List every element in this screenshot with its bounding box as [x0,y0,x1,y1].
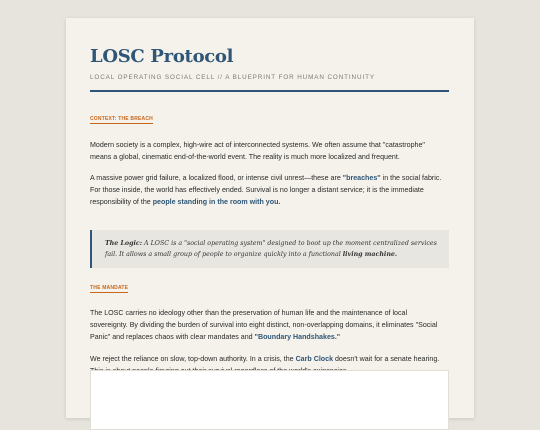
section-label-breach: CONTEXT: THE BREACH [90,116,153,122]
breach-paragraph-1: Modern society is a complex, high-wire act of interconnected systems. We often assume that "catastrophe" means a global, cinematic end-of-the-world event. The reality is much more localized and frequent. [90,141,425,162]
breach-p2-text-a: A massive power grid failure, a localized flood, or intense civil unrest—these are [90,174,343,182]
mandate-p2-text-b: doesn't wait for a senate hearing. [334,355,440,363]
mandate-p2-text-a: We reject the reliance on slow, top-down authority. In a crisis, the [90,355,296,363]
document-page [66,18,474,418]
mandate-paragraph-1 [90,307,446,344]
page-subtitle: LOCAL OPERATING SOCIAL CELL // A BLUEPRINT FOR HUMAN CONTINUITY [90,74,375,81]
page-title: LOSC Protocol [90,46,234,67]
breaches-highlight: "breaches" [342,174,381,182]
callout-text [105,238,445,260]
boundary-handshakes-highlight: "Boundary Handshakes." [254,333,341,342]
callout-body: A LOSC is a "social operating system" designed to boot up the moment centralized services fail. It allows a small group of people to organize quickly into a functional [105,240,437,259]
people-highlight: people standing in the room with you. [152,198,281,207]
callout-lead: The Logic: [105,240,143,247]
breach-p2-text-b: in the social fabric. For those inside, the world has effectively ended. Survival is no longer a distant service; it is the immediate responsibility of the [90,174,442,207]
carb-clock-highlight: Carb Clock [295,355,334,363]
callout-strong: living machine. [342,251,398,259]
mandate-p1-text: The LOSC carries no ideology other than the preservation of human life and the maintenance of local sovereignty. By dividing the burden of survival into eight distinct, non-overlapping domains, it eliminates "Social Panic" and replaces chaos with clear mandates and [90,309,438,342]
header-divider [90,90,449,92]
section-label-mandate: THE MANDATE [90,285,129,291]
logic-callout [90,230,449,268]
breach-paragraph-2 [90,172,446,209]
next-card [90,370,449,430]
